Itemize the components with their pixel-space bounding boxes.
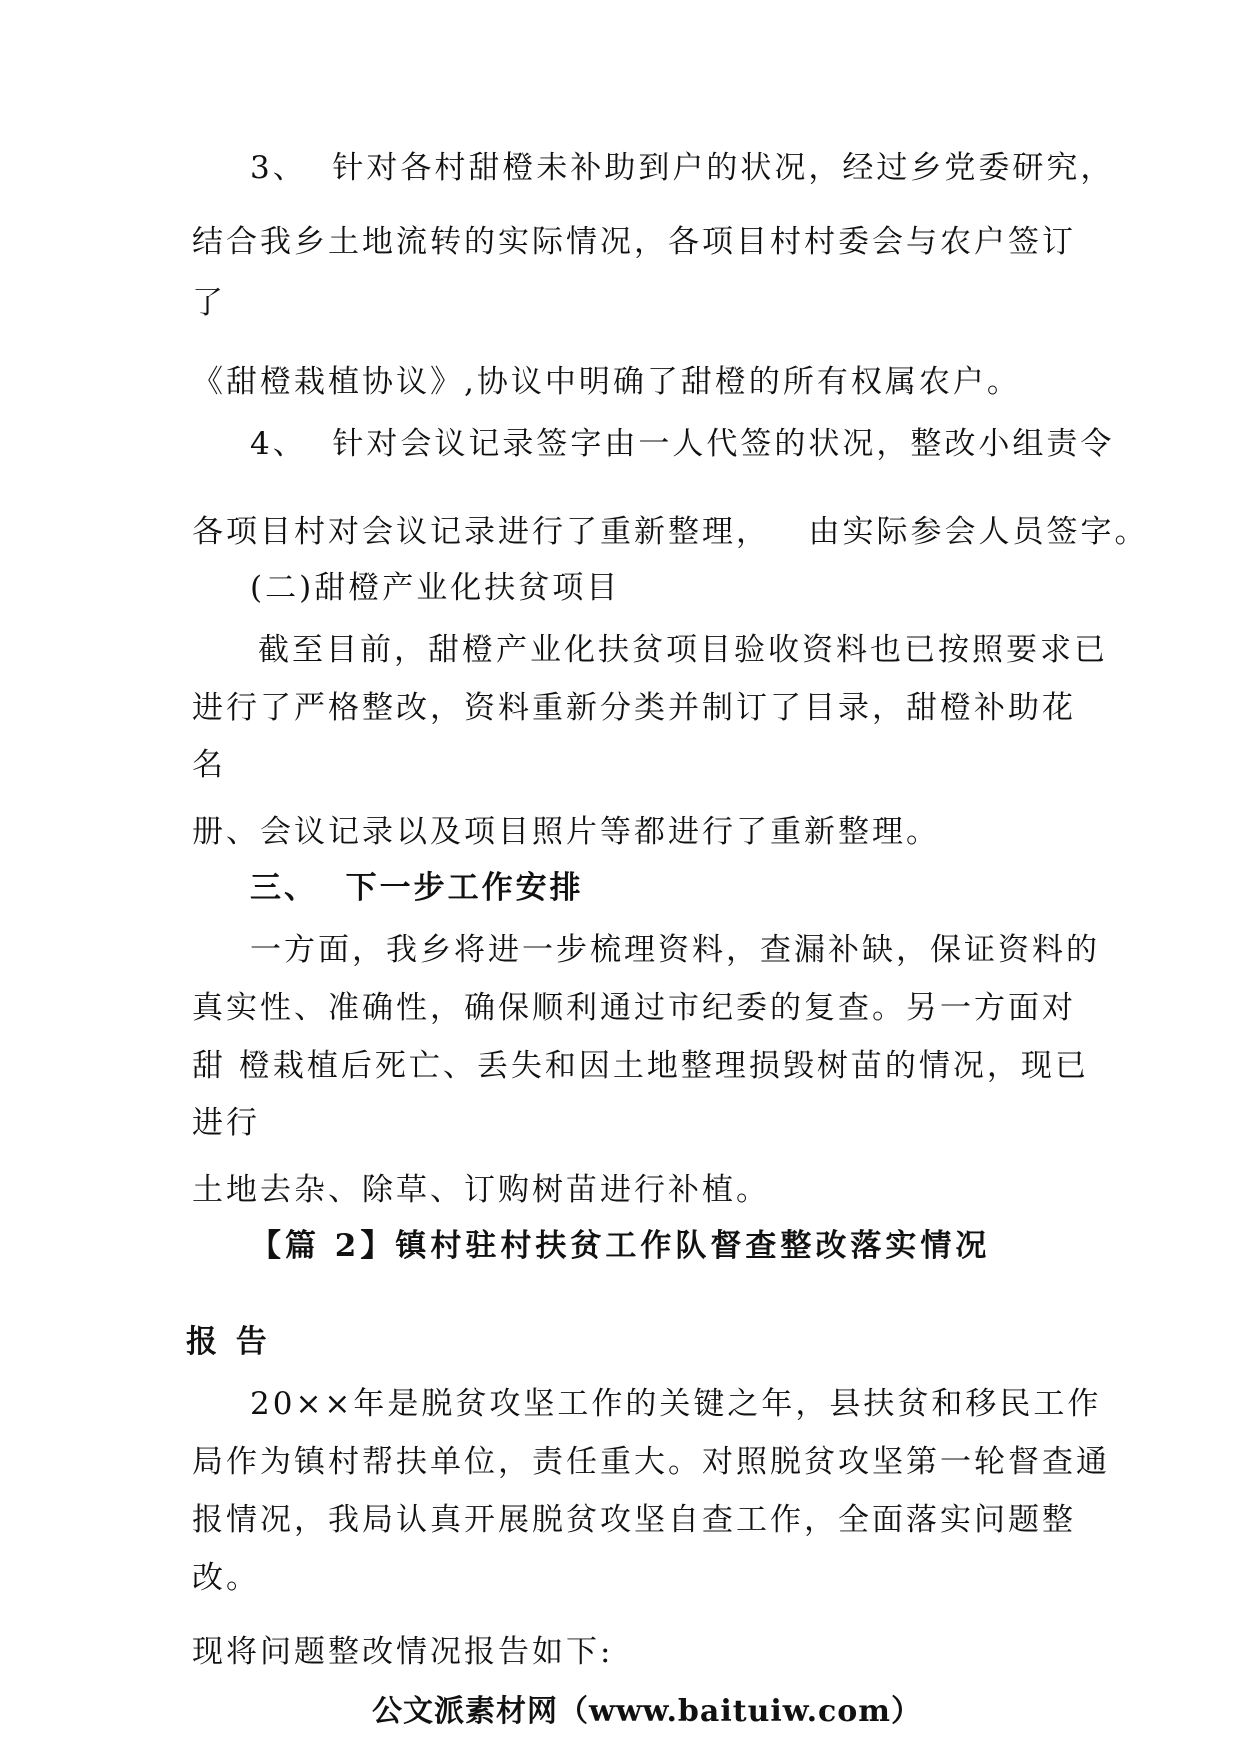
paragraph-line: 4、 针对会议记录签字由一人代签的状况，整改小组责令 bbox=[250, 426, 1115, 462]
paragraph-line: 各项目村对会议记录进行了重新整理， 由实际参会人员签字。 bbox=[192, 514, 1149, 550]
paragraph-line: 《甜橙栽植协议》,协议中明确了甜橙的所有权属农户。 bbox=[192, 364, 1021, 400]
paragraph-line: 土地去杂、除草、订购树苗进行补植。 bbox=[192, 1172, 770, 1208]
paragraph-line: 了 bbox=[192, 285, 226, 321]
section-heading: 三、 下一步工作安排 bbox=[250, 870, 584, 906]
paragraph-line: 册、会议记录以及项目照片等都进行了重新整理。 bbox=[192, 814, 940, 850]
page-footer: 公文派素材网（www.baituiw.com） bbox=[372, 1694, 923, 1729]
paragraph-line: 现将问题整改情况报告如下: bbox=[192, 1634, 614, 1670]
paragraph-line: 20××年是脱贫攻坚工作的关键之年，县扶贫和移民工作 bbox=[250, 1386, 1102, 1422]
article-title: 【篇 2】镇村驻村扶贫工作队督查整改落实情况 bbox=[250, 1228, 991, 1264]
article-title-continued: 报 告 bbox=[186, 1324, 271, 1360]
paragraph-line: 进行 bbox=[192, 1105, 260, 1141]
paragraph-line: 甜 橙栽植后死亡、丢失和因土地整理损毁树苗的情况，现已 bbox=[192, 1048, 1089, 1084]
paragraph-line: 报情况，我局认真开展脱贫攻坚自查工作，全面落实问题整 bbox=[192, 1502, 1076, 1538]
paragraph-line: 截至目前，甜橙产业化扶贫项目验收资料也已按照要求已 bbox=[258, 632, 1108, 668]
paragraph-line: 名 bbox=[192, 747, 226, 783]
paragraph-line: 3、 针对各村甜橙未补助到户的状况，经过乡党委研究， bbox=[250, 150, 1115, 186]
paragraph-line: 结合我乡土地流转的实际情况，各项目村村委会与农户签订 bbox=[192, 224, 1076, 260]
paragraph-line: 一方面，我乡将进一步梳理资料，查漏补缺，保证资料的 bbox=[250, 932, 1100, 968]
paragraph-line: 进行了严格整改，资料重新分类并制订了目录，甜橙补助花 bbox=[192, 690, 1076, 726]
section-subheading: (二)甜橙产业化扶贫项目 bbox=[250, 570, 621, 606]
paragraph-line: 真实性、准确性，确保顺利通过市纪委的复查。另一方面对 bbox=[192, 990, 1076, 1026]
paragraph-line: 改。 bbox=[192, 1560, 260, 1596]
paragraph-line: 局作为镇村帮扶单位，责任重大。对照脱贫攻坚第一轮督查通 bbox=[192, 1444, 1110, 1480]
